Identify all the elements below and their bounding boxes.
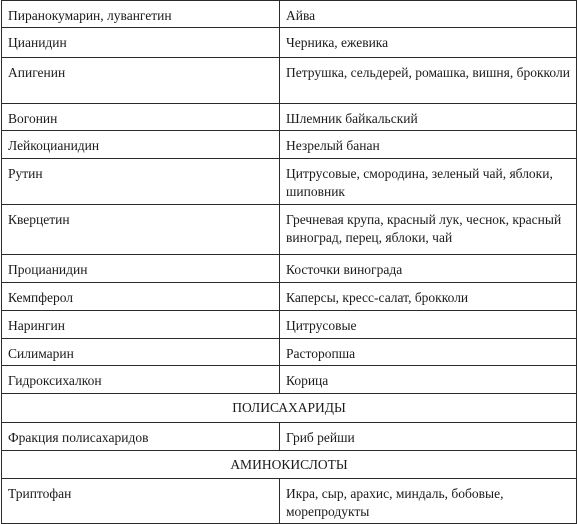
section-header-amino-acids: АМИНОКИСЛОТЫ [2,451,577,479]
table-row [2,58,577,104]
table-row [2,366,577,394]
compound-cell: Процианидин [2,255,280,283]
source-cell: Каперсы, кресс-салат, брокколи [280,283,577,311]
source-cell: Корица [280,366,577,394]
section-header-polysaccharides: ПОЛИСАХАРИДЫ [2,394,577,423]
source-cell: Цитрусовые, смородина, зеленый чай, яблоки, шиповник [280,159,577,205]
source-cell: Гриб рейши [280,423,577,451]
section-header-row [2,451,577,479]
compound-cell: Апигенин [2,58,280,104]
compound-cell: Гидроксихалкон [2,366,280,394]
source-cell: Гречневая крупа, красный лук, чеснок, красный виноград, перец, яблоки, чай [280,205,577,255]
compound-cell: Рутин [2,159,280,205]
source-cell: Икра, сыр, арахис, миндаль, бобовые, морепродукты [280,479,577,524]
source-cell: Айва [280,1,577,28]
table-row [2,131,577,159]
flavonoid-sources-table [1,0,577,524]
source-cell: Расторопша [280,339,577,366]
source-cell: Незрелый банан [280,131,577,159]
source-cell: Цитрусовые [280,311,577,339]
compound-cell: Пиранокумарин, лувангетин [2,1,280,28]
compound-cell: Нарингин [2,311,280,339]
compound-cell: Силимарин [2,339,280,366]
table-row [2,423,577,451]
compound-cell: Вогонин [2,104,280,131]
section-header-row [2,394,577,423]
table-row [2,159,577,205]
compound-cell: Фракция полисахаридов [2,423,280,451]
table-row [2,205,577,255]
table-row [2,104,577,131]
compound-cell: Триптофан [2,479,280,524]
source-cell: Черника, ежевика [280,28,577,58]
compound-cell: Кемпферол [2,283,280,311]
table-row [2,28,577,58]
compound-cell: Цианидин [2,28,280,58]
table-row [2,479,577,524]
table-row [2,255,577,283]
compound-cell: Лейкоцианидин [2,131,280,159]
table-row [2,283,577,311]
table-row [2,339,577,366]
source-cell: Шлемник байкальский [280,104,577,131]
table-row [2,311,577,339]
compound-cell: Кверцетин [2,205,280,255]
source-cell: Петрушка, сельдерей, ромашка, вишня, брокколи [280,58,577,104]
table-row [2,1,577,28]
source-cell: Косточки винограда [280,255,577,283]
